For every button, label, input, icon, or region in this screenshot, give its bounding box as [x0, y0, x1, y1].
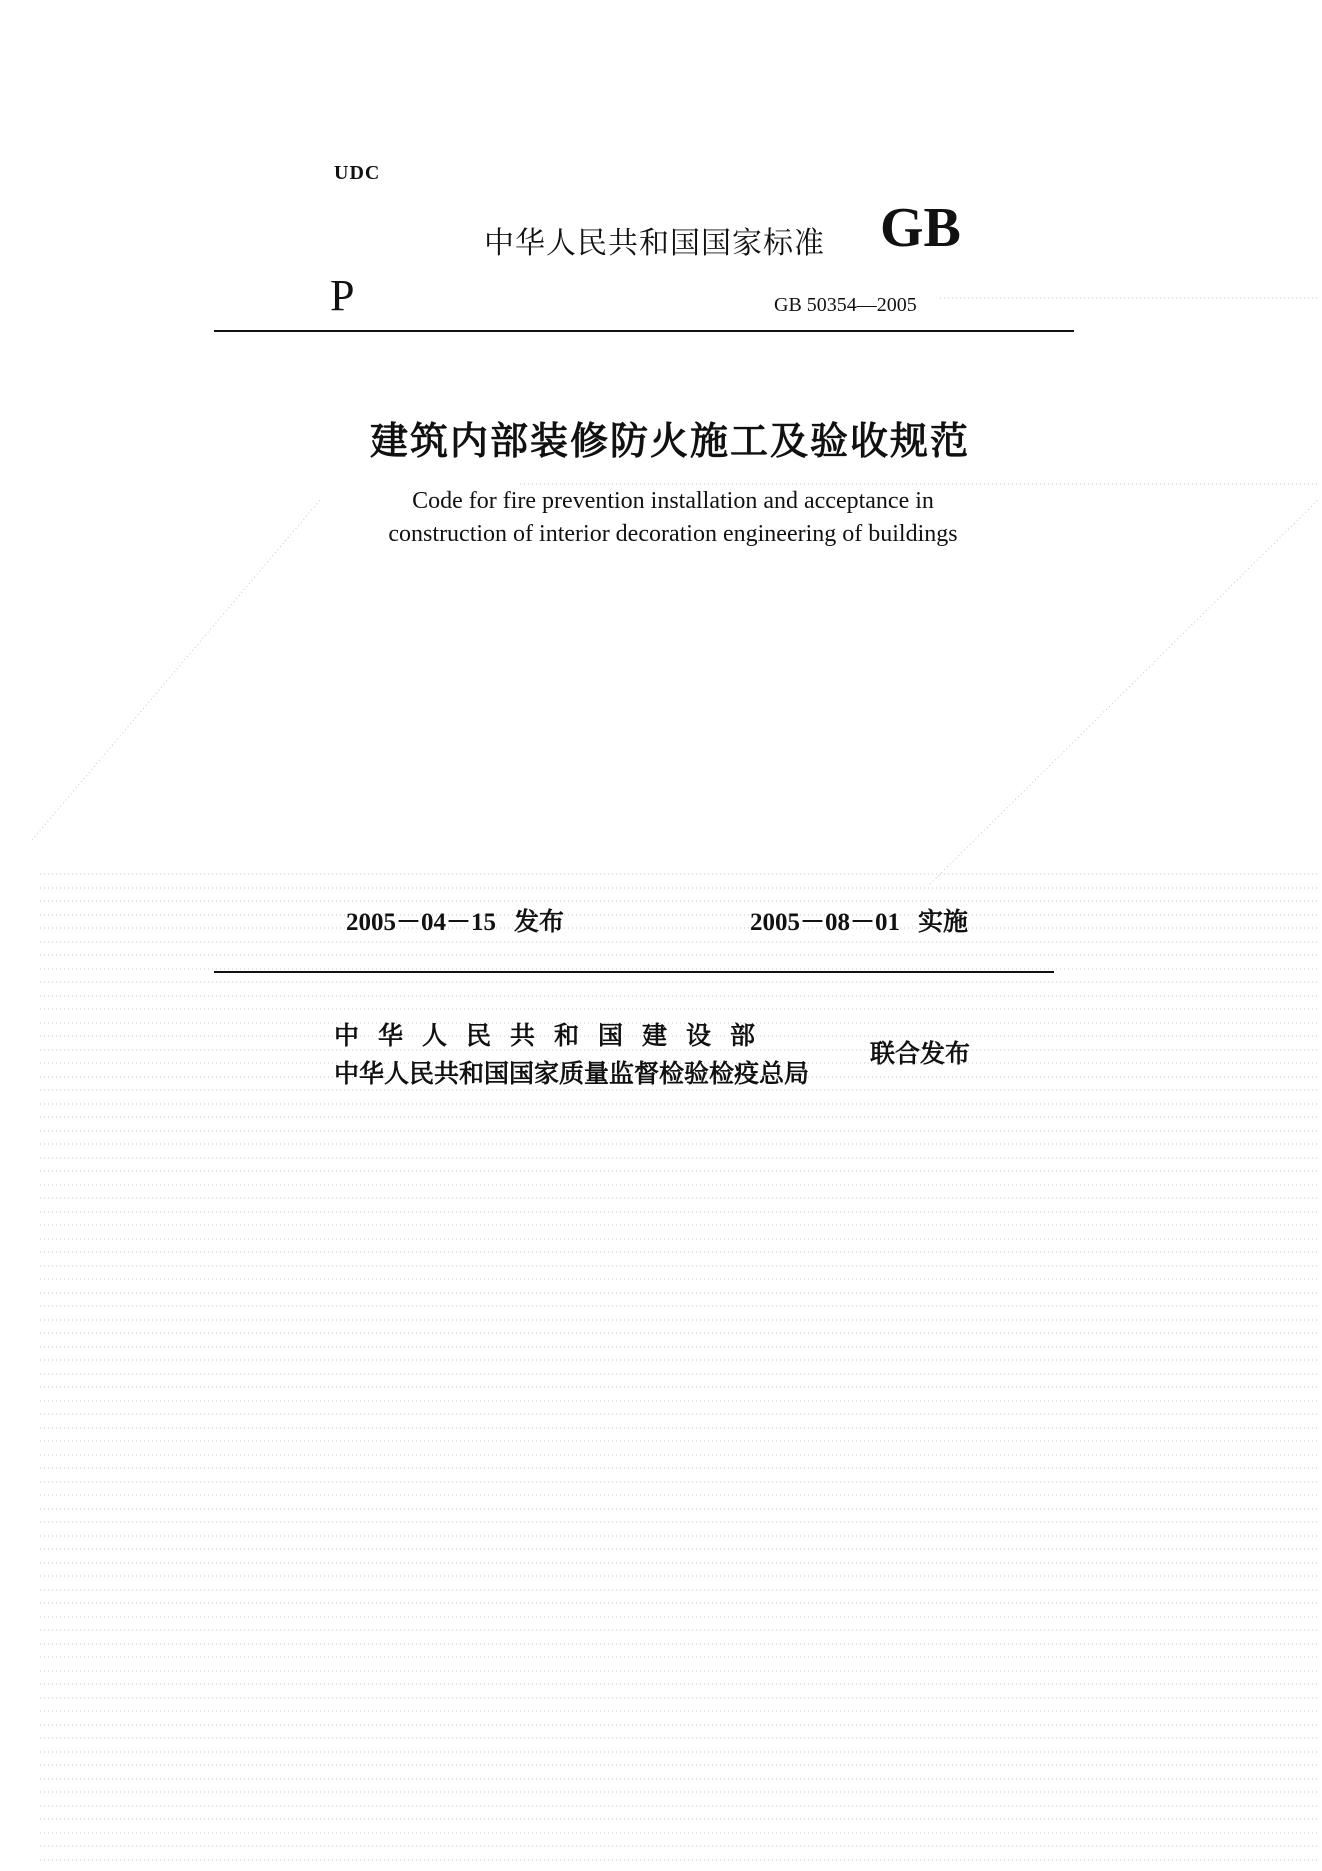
scan-dot-line — [32, 500, 320, 840]
standard-number: GB 50354—2005 — [774, 294, 917, 316]
national-standard-label: 中华人民共和国国家标准 — [484, 226, 825, 261]
gb-logo: GB — [880, 197, 961, 259]
footer-divider — [214, 971, 1054, 973]
implementation-date-label: 实施 — [918, 907, 969, 936]
udc-label: UDC — [334, 162, 381, 184]
title-english-line2: construction of interior decoration engineering of buildings — [388, 521, 958, 547]
title-english-line1: Code for fire prevention installation and acceptance in — [412, 488, 934, 514]
implementation-date-value: 2005－08－01 — [750, 909, 901, 936]
scan-dot-line — [930, 500, 1318, 884]
title-chinese: 建筑内部装修防火施工及验收规范 — [369, 419, 970, 463]
classification-code: P — [330, 271, 355, 320]
implementation-date — [750, 902, 968, 938]
issue-date-value: 2005－04－15 — [346, 909, 497, 936]
issue-date — [346, 902, 564, 938]
issuer-ministry: 中华人民共和国建设部 — [334, 1021, 775, 1050]
issue-date-label: 发布 — [514, 907, 565, 936]
header-divider — [214, 330, 1074, 332]
joint-issue-label: 联合发布 — [870, 1039, 971, 1068]
issuer-administration: 中华人民共和国国家质量监督检验检疫总局 — [334, 1059, 810, 1088]
